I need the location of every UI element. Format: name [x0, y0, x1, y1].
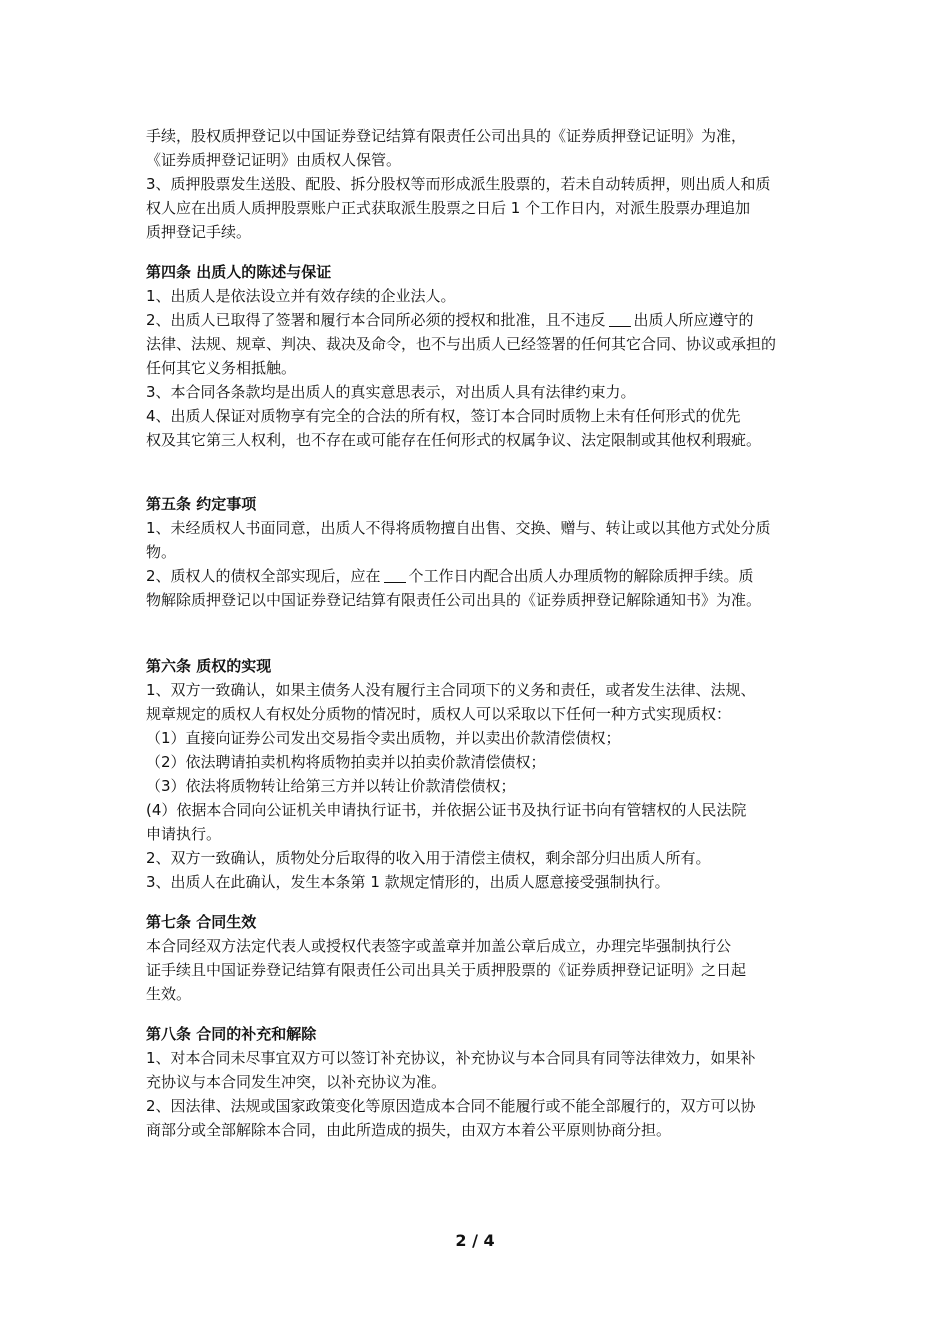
paragraph-line: 权及其它第三人权利，也不存在或可能存在任何形式的权属争议、法定限制或其他权利瑕疵。 — [146, 431, 762, 449]
article-4-heading: 第四条 出质人的陈述与保证 — [146, 263, 332, 281]
paragraph-line: 申请执行。 — [146, 825, 222, 843]
blank-underline — [384, 567, 406, 583]
paragraph-line: 4、出质人保证对质物享有完全的合法的所有权，签订本合同时质物上未有任何形式的优先 — [146, 407, 741, 425]
blank-underline — [609, 311, 631, 327]
paragraph-line: 生效。 — [146, 985, 192, 1003]
paragraph-line: 3、本合同各条款均是出质人的真实意思表示，对出质人具有法律约束力。 — [146, 383, 636, 401]
paragraph-line: 1、双方一致确认，如果主债务人没有履行主合同项下的义务和责任，或者发生法律、法规、 — [146, 681, 756, 699]
paragraph-line: 2、因法律、法规或国家政策变化等原因造成本合同不能履行或不能全部履行的，双方可以协 — [146, 1097, 756, 1115]
page-number: 2 / 4 — [455, 1231, 495, 1250]
text-span: 出质人所应遵守的 — [633, 311, 754, 329]
paragraph-line: 权人应在出质人质押股票账户正式获取派生股票之日后 1 个工作日内，对派生股票办理追加 — [146, 199, 751, 217]
article-8-heading: 第八条 合同的补充和解除 — [146, 1025, 317, 1043]
paragraph-line: 商部分或全部解除本合同，由此所造成的损失，由双方本着公平原则协商分担。 — [146, 1121, 672, 1139]
article-7-heading: 第七条 合同生效 — [146, 913, 257, 931]
paragraph-line: 2、双方一致确认，质物处分后取得的收入用于清偿主债权，剩余部分归出质人所有。 — [146, 849, 711, 867]
text-span: 2、质权人的债权全部实现后，应在 — [146, 567, 381, 585]
paragraph-line: (4）依据本合同向公证机关申请执行证书，并依据公证书及执行证书向有管辖权的人民法院 — [146, 801, 747, 819]
paragraph-line: 3、出质人在此确认，发生本条第 1 款规定情形的，出质人愿意接受强制执行。 — [146, 873, 670, 891]
paragraph-line: 物解除质押登记以中国证券登记结算有限责任公司出具的《证券质押登记解除通知书》为准。 — [146, 591, 762, 609]
text-span: 2、出质人已取得了签署和履行本合同所必须的授权和批准，且不违反 — [146, 311, 606, 329]
paragraph-line: （1）直接向证券公司发出交易指令卖出质物，并以卖出价款清偿债权； — [146, 729, 621, 747]
paragraph-line: 手续，股权质押登记以中国证券登记结算有限责任公司出具的《证券质押登记证明》为准， — [146, 127, 747, 145]
paragraph-line: 法律、法规、规章、判决、裁决及命令，也不与出质人已经签署的任何其它合同、协议或承担的 — [146, 335, 777, 353]
paragraph-line: （2）依法聘请拍卖机构将质物拍卖并以拍卖价款清偿债权； — [146, 753, 546, 771]
paragraph-line — [146, 308, 816, 332]
paragraph-line: 本合同经双方法定代表人或授权代表签字或盖章并加盖公章后成立，办理完毕强制执行公 — [146, 937, 732, 955]
paragraph-line — [146, 564, 816, 588]
paragraph-line: 1、未经质权人书面同意，出质人不得将质物擅自出售、交换、赠与、转让或以其他方式处分质 — [146, 519, 771, 537]
article-6-heading: 第六条 质权的实现 — [146, 657, 272, 675]
paragraph-line: 证手续且中国证券登记结算有限责任公司出具关于质押股票的《证券质押登记证明》之日起 — [146, 961, 747, 979]
paragraph-line: 1、出质人是依法设立并有效存续的企业法人。 — [146, 287, 456, 305]
paragraph-line: 规章规定的质权人有权处分质物的情况时，质权人可以采取以下任何一种方式实现质权： — [146, 705, 732, 723]
paragraph-line: 物。 — [146, 543, 177, 561]
paragraph-line: 《证券质押登记证明》由质权人保管。 — [146, 151, 402, 169]
paragraph-line: 充协议与本合同发生冲突，以补充协议为准。 — [146, 1073, 447, 1091]
paragraph-line: 任何其它义务相抵触。 — [146, 359, 297, 377]
paragraph-line: 1、对本合同未尽事宜双方可以签订补充协议，补充协议与本合同具有同等法律效力，如果补 — [146, 1049, 756, 1067]
paragraph-line: 3、质押股票发生送股、配股、拆分股权等而形成派生股票的，若未自动转质押，则出质人和质 — [146, 175, 771, 193]
paragraph-line: （3）依法将质物转让给第三方并以转让价款清偿债权； — [146, 777, 516, 795]
text-span: 个工作日内配合出质人办理质物的解除质押手续。质 — [408, 567, 754, 585]
article-5-heading: 第五条 约定事项 — [146, 495, 257, 513]
document-body — [146, 124, 816, 1142]
paragraph-line: 质押登记手续。 — [146, 223, 252, 241]
